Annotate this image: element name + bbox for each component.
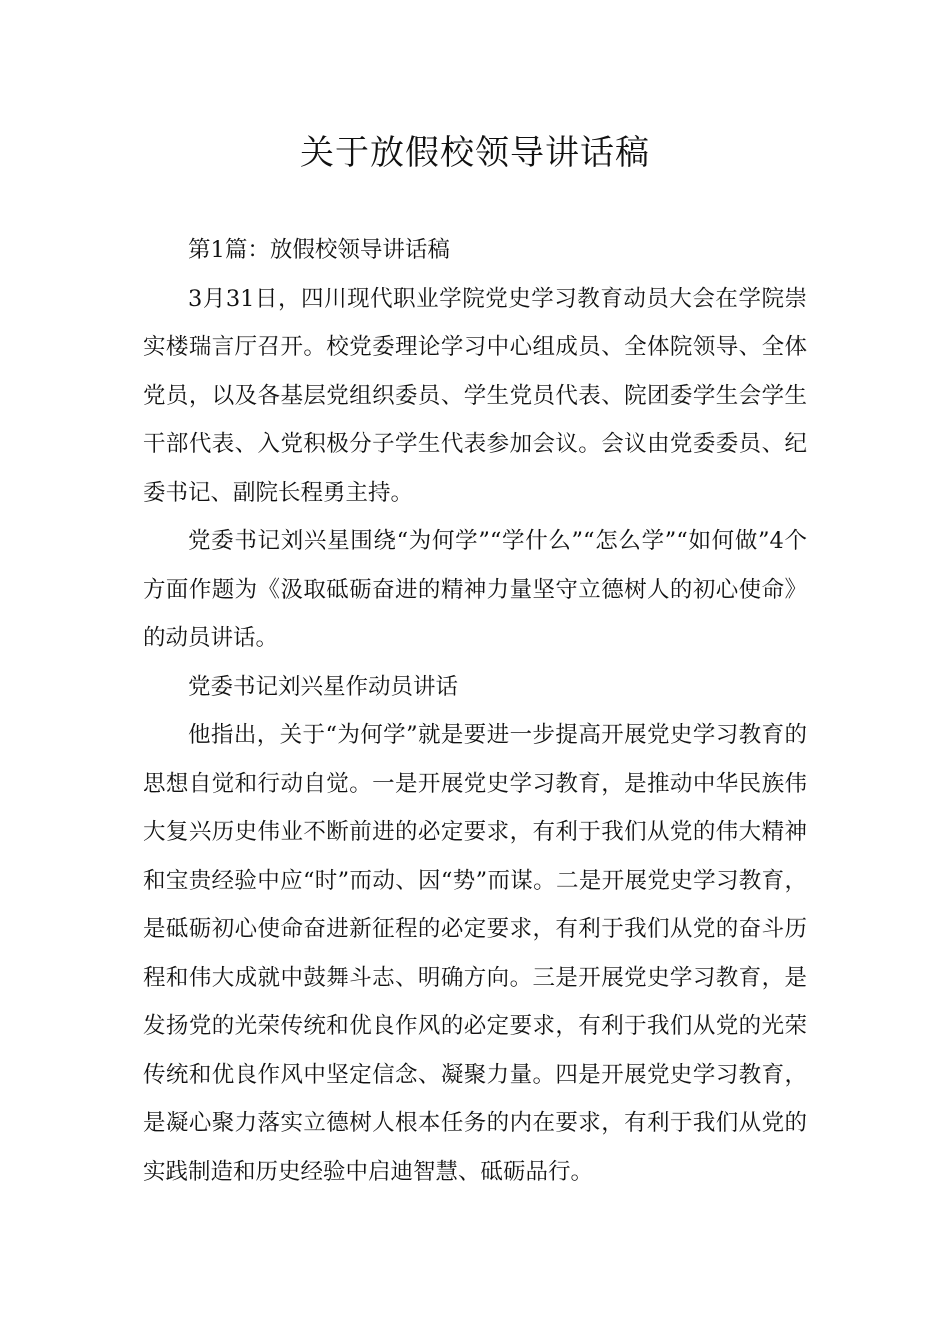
paragraph-photo-caption: 党委书记刘兴星作动员讲话	[188, 673, 459, 700]
paragraph-why-learn: 他指出，关于“为何学”就是要进一步提高开展党史学习教育的思想自觉和行动自觉。一是开展党史学习教育，是推动中华民族伟大复兴历史伟业不断前进的必定要求，有利于我们从党的伟大精神和宝贵经验中应“时”而动、因“势”而谋。二是开展党史学习教育，是砥砺初心使命奋进新征程的必定要求，有利于我们从党的奋斗历程和伟大成就中鼓舞斗志、明确方向。三是开展党史学习教育，是发扬党的光荣传统和优良作风的必定要求，有利于我们从党的光荣传统和优良作风中坚定信念、凝聚力量。四是开展党史学习教育，是凝心聚力落实立德树人根本任务的内在要求，有利于我们从党的实践制造和历史经验中启迪智慧、砥砺品行。	[143, 722, 807, 1185]
document-title: 关于放假校领导讲话稿	[300, 133, 650, 173]
document-body	[143, 226, 807, 1196]
paragraph-meeting-intro: 3月31日，四川现代职业学院党史学习教育动员大会在学院崇实楼瑞言厅召开。校党委理论学习中心组成员、全体院领导、全体党员，以及各基层党组织委员、学生党员代表、院团委学生会学生干部代表、入党积极分子学生代表参加会议。会议由党委委员、纪委书记、副院长程勇主持。	[143, 285, 807, 506]
paragraph-section-heading: 第1篇：放假校领导讲话稿	[188, 237, 450, 263]
paragraph-speech-topic: 党委书记刘兴星围绕“为何学”“学什么”“怎么学”“如何做”4个方面作题为《汲取砥砺奋进的精神力量坚守立德树人的初心使命》的动员讲话。	[143, 528, 807, 651]
